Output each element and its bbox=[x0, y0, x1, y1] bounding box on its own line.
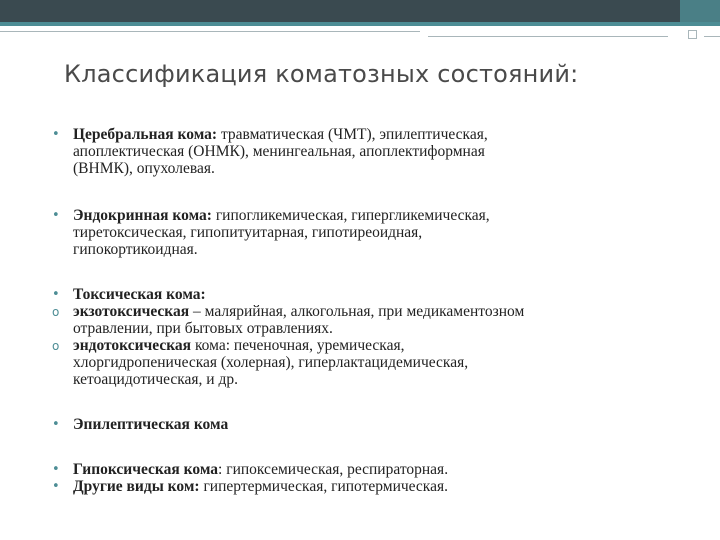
item-text: тиретоксическая, гипопитуитарная, гипотиреоидная, bbox=[73, 224, 423, 241]
item-text: отравлении, при бытовых отравлениях. bbox=[73, 320, 333, 337]
item-text: гипокортикоидная. bbox=[73, 241, 198, 258]
decorative-line bbox=[428, 36, 668, 37]
item-term: Эндокринная кома: bbox=[73, 207, 212, 224]
bullet-icon: • bbox=[52, 127, 60, 142]
item-term: экзотоксическая bbox=[73, 303, 190, 320]
slide-title: Классификация коматозных состояний: bbox=[64, 60, 579, 88]
bullet-icon: • bbox=[52, 208, 60, 223]
list-item-other bbox=[52, 478, 692, 495]
bullet-icon: • bbox=[52, 417, 60, 432]
item-text: апоплектическая (ОНМК), менингеальная, апоплектиформная bbox=[73, 143, 485, 160]
decorative-box bbox=[688, 30, 697, 39]
item-text: кетоацидотическая, и др. bbox=[73, 371, 238, 388]
bullet-icon: • bbox=[52, 479, 60, 494]
sub-bullet-icon: o bbox=[52, 339, 60, 353]
decorative-line bbox=[704, 36, 720, 37]
list-item-endocrine bbox=[52, 207, 692, 258]
sub-bullet-icon: o bbox=[52, 305, 60, 319]
list-item-toxic bbox=[52, 286, 692, 303]
decorative-line bbox=[0, 31, 420, 32]
item-text: гипогликемическая, гипергликемическая, bbox=[211, 207, 490, 224]
item-text: травматическая (ЧМТ), эпилептическая, bbox=[217, 126, 488, 143]
item-text: – малярийная, алкогольная, при медикаментозном bbox=[189, 303, 525, 320]
list-item-cerebral bbox=[52, 126, 692, 177]
header-corner bbox=[680, 0, 720, 22]
item-text: хлоргидропеническая (холерная), гиперлактацидемическая, bbox=[73, 354, 469, 371]
bullet-icon: • bbox=[52, 462, 60, 477]
item-term: Церебральная кома: bbox=[73, 126, 218, 143]
item-term: Эпилептическая кома bbox=[73, 416, 229, 433]
item-term: Гипоксическая кома bbox=[73, 461, 219, 478]
list-item-epileptic bbox=[52, 416, 692, 433]
item-term: эндотоксическая bbox=[73, 337, 192, 354]
item-text: : гипоксемическая, респираторная. bbox=[218, 461, 449, 478]
list-item-endotoxic bbox=[52, 337, 692, 388]
item-text: гипертермическая, гипотермическая. bbox=[199, 478, 448, 495]
item-term: Токсическая кома: bbox=[73, 286, 206, 303]
bullet-icon: • bbox=[52, 287, 60, 302]
item-text: кома: печеночная, уремическая, bbox=[191, 337, 405, 354]
header-band-dark bbox=[0, 0, 680, 22]
item-text: (ВНМК), опухолевая. bbox=[73, 160, 215, 177]
list-item-hypoxic bbox=[52, 461, 692, 478]
item-term: Другие виды ком: bbox=[73, 478, 200, 495]
slide-content bbox=[52, 126, 692, 495]
header-accent-line bbox=[0, 22, 720, 26]
list-item-exotoxic bbox=[52, 303, 692, 337]
